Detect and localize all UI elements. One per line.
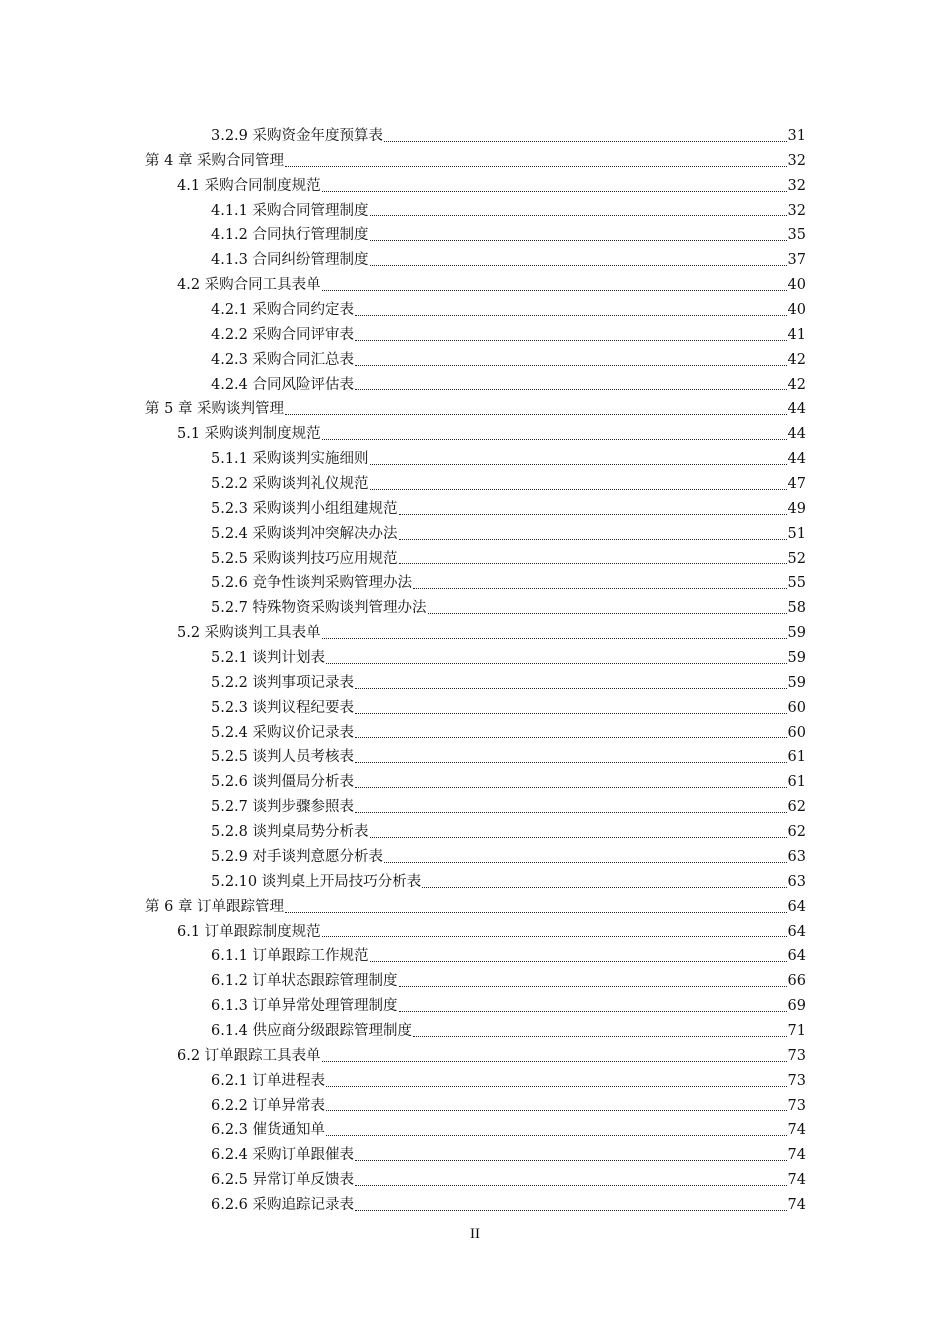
- toc-entry-page: 74: [787, 1172, 806, 1189]
- toc-entry-title[interactable]: 5.2.4 采购议价记录表: [211, 721, 354, 746]
- toc-entry-title[interactable]: 第 5 章 采购谈判管理: [145, 397, 284, 422]
- dot-leader: [370, 464, 787, 465]
- toc-entry-page: 42: [787, 376, 806, 393]
- toc-entry[interactable]: [0, 994, 950, 1019]
- toc-entry[interactable]: [0, 298, 950, 323]
- toc-entry[interactable]: [0, 149, 950, 174]
- toc-entry-page: 64: [787, 898, 806, 915]
- toc-entry-page: 32: [787, 177, 806, 194]
- toc-entry-page: 44: [787, 426, 806, 443]
- toc-entry-page: 62: [787, 799, 806, 816]
- dot-leader: [399, 514, 787, 515]
- toc-entry[interactable]: [0, 323, 950, 348]
- toc-entry-page: 59: [787, 625, 806, 642]
- toc-entry-title[interactable]: 5.2.3 采购谈判小组组建规范: [211, 497, 398, 522]
- dot-leader: [285, 414, 786, 415]
- dot-leader: [355, 1160, 787, 1161]
- toc-entry[interactable]: [0, 596, 950, 621]
- dot-leader: [322, 936, 787, 937]
- toc-entry[interactable]: [0, 199, 950, 224]
- dot-leader: [370, 265, 787, 266]
- dot-leader: [428, 613, 787, 614]
- dot-leader: [422, 887, 786, 888]
- toc-entry[interactable]: [0, 472, 950, 497]
- toc-entry-page: 42: [787, 351, 806, 368]
- dot-leader: [399, 1011, 787, 1012]
- toc-entry-title[interactable]: 6.2.5 异常订单反馈表: [211, 1168, 354, 1193]
- dot-leader: [384, 141, 787, 142]
- toc-entry-title[interactable]: 5.2.6 竞争性谈判采购管理办法: [211, 571, 412, 596]
- dot-leader: [326, 1135, 787, 1136]
- toc-entry-page: 63: [787, 848, 806, 865]
- toc-entry-title[interactable]: 5.2 采购谈判工具表单: [177, 621, 321, 646]
- toc-entry-title[interactable]: 5.2.7 谈判步骤参照表: [211, 795, 354, 820]
- toc-entry[interactable]: [0, 969, 950, 994]
- toc-entry-page: 59: [787, 674, 806, 691]
- toc-entry[interactable]: [0, 223, 950, 248]
- toc-entry-title[interactable]: 5.2.6 谈判僵局分析表: [211, 770, 354, 795]
- toc-entry-title[interactable]: 6.1.4 供应商分级跟踪管理制度: [211, 1019, 412, 1044]
- dot-leader: [370, 215, 787, 216]
- toc-entry[interactable]: [0, 422, 950, 447]
- toc-entry-page: 51: [787, 525, 806, 542]
- dot-leader: [322, 1061, 787, 1062]
- toc-entry-page: 61: [787, 749, 806, 766]
- toc-entry-page: 74: [787, 1196, 806, 1213]
- toc-entry-title[interactable]: 5.1.1 采购谈判实施细则: [211, 447, 369, 472]
- toc-entry-title[interactable]: 5.2.7 特殊物资采购谈判管理办法: [211, 596, 427, 621]
- toc-entry-title[interactable]: 4.2.4 合同风险评估表: [211, 373, 354, 398]
- toc-entry[interactable]: [0, 646, 950, 671]
- dot-leader: [399, 563, 787, 564]
- dot-leader: [355, 812, 787, 813]
- toc-entry-title[interactable]: 4.1.1 采购合同管理制度: [211, 199, 369, 224]
- toc-entry[interactable]: [0, 944, 950, 969]
- dot-leader: [285, 166, 786, 167]
- toc-entry[interactable]: [0, 174, 950, 199]
- toc-entry[interactable]: [0, 745, 950, 770]
- toc-entry-title[interactable]: 6.2.4 采购订单跟催表: [211, 1143, 354, 1168]
- toc-entry[interactable]: [0, 895, 950, 920]
- dot-leader: [355, 737, 787, 738]
- toc-entry-title[interactable]: 5.2.1 谈判计划表: [211, 646, 325, 671]
- dot-leader: [413, 588, 787, 589]
- dot-leader: [322, 638, 787, 639]
- toc-entry-page: 55: [787, 575, 806, 592]
- toc-entry-page: 62: [787, 824, 806, 841]
- toc-entry-page: 73: [787, 1072, 806, 1089]
- toc-entry-title[interactable]: 3.2.9 采购资金年度预算表: [211, 124, 383, 149]
- toc-entry-title[interactable]: 5.2.4 采购谈判冲突解决办法: [211, 522, 398, 547]
- dot-leader: [322, 290, 787, 291]
- dot-leader: [322, 191, 787, 192]
- toc-entry-title[interactable]: 4.2.3 采购合同汇总表: [211, 348, 354, 373]
- toc-entry[interactable]: [0, 671, 950, 696]
- toc-entry-title[interactable]: 6.2.3 催货通知单: [211, 1118, 325, 1143]
- toc-entry[interactable]: [0, 547, 950, 572]
- toc-entry[interactable]: [0, 571, 950, 596]
- toc-entry-title[interactable]: 4.1 采购合同制度规范: [177, 174, 321, 199]
- toc-entry-page: 32: [787, 202, 806, 219]
- dot-leader: [355, 713, 787, 714]
- toc-entry-page: 41: [787, 326, 806, 343]
- toc-entry-title[interactable]: 第 6 章 订单跟踪管理: [145, 895, 284, 920]
- dot-leader: [355, 688, 787, 689]
- toc-entry-page: 40: [787, 277, 806, 294]
- dot-leader: [322, 439, 787, 440]
- toc-entry-page: 64: [787, 923, 806, 940]
- toc-entry-title[interactable]: 5.2.2 采购谈判礼仪规范: [211, 472, 369, 497]
- toc-entry-title[interactable]: 5.2.5 采购谈判技巧应用规范: [211, 547, 398, 572]
- toc-entry-page: 37: [787, 252, 806, 269]
- toc-entry[interactable]: [0, 845, 950, 870]
- toc-entry[interactable]: [0, 1168, 950, 1193]
- toc-entry[interactable]: [0, 1069, 950, 1094]
- toc-entry-page: 31: [787, 128, 806, 144]
- toc-entry[interactable]: [0, 820, 950, 845]
- dot-leader: [370, 837, 787, 838]
- toc-entry-title[interactable]: 4.1.3 合同纠纷管理制度: [211, 248, 369, 273]
- toc-entry-title[interactable]: 5.2.5 谈判人员考核表: [211, 745, 354, 770]
- toc-entry[interactable]: [0, 1193, 950, 1218]
- dot-leader: [285, 912, 786, 913]
- toc-entry[interactable]: [0, 522, 950, 547]
- dot-leader: [413, 1036, 787, 1037]
- table-of-contents: [0, 124, 950, 1218]
- toc-entry[interactable]: [0, 1044, 950, 1069]
- page-number: II: [470, 1226, 480, 1242]
- toc-entry[interactable]: [0, 348, 950, 373]
- toc-entry-page: 40: [787, 302, 806, 319]
- toc-entry-page: 49: [787, 500, 806, 517]
- toc-entry-page: 71: [787, 1022, 806, 1039]
- toc-entry[interactable]: [0, 1019, 950, 1044]
- dot-leader: [355, 365, 787, 366]
- toc-entry-page: 47: [787, 476, 806, 493]
- toc-entry-title[interactable]: 4.1.2 合同执行管理制度: [211, 223, 369, 248]
- toc-entry-title[interactable]: 4.2 采购合同工具表单: [177, 273, 321, 298]
- toc-entry-page: 74: [787, 1122, 806, 1139]
- toc-entry-page: 63: [787, 873, 806, 890]
- toc-entry-page: 73: [787, 1047, 806, 1064]
- dot-leader: [370, 961, 787, 962]
- toc-entry[interactable]: [0, 497, 950, 522]
- toc-entry-title[interactable]: 5.2.8 谈判桌局势分析表: [211, 820, 369, 845]
- toc-entry-title[interactable]: 6.1.2 订单状态跟踪管理制度: [211, 969, 398, 994]
- toc-entry-page: 59: [787, 650, 806, 667]
- toc-entry-title[interactable]: 5.2.10 谈判桌上开局技巧分析表: [211, 870, 421, 895]
- toc-entry[interactable]: [0, 770, 950, 795]
- toc-entry[interactable]: [0, 1118, 950, 1143]
- toc-entry[interactable]: [0, 1094, 950, 1119]
- toc-entry-title[interactable]: 6.2.6 采购追踪记录表: [211, 1193, 354, 1218]
- toc-entry-page: 69: [787, 998, 806, 1015]
- toc-entry-page: 61: [787, 774, 806, 791]
- toc-entry[interactable]: [0, 920, 950, 945]
- dot-leader: [326, 663, 787, 664]
- toc-entry-title[interactable]: 6.1.1 订单跟踪工作规范: [211, 944, 369, 969]
- toc-entry-page: 35: [787, 227, 806, 244]
- toc-entry-page: 66: [787, 973, 806, 990]
- dot-leader: [355, 315, 787, 316]
- dot-leader: [355, 1185, 787, 1186]
- toc-entry-title[interactable]: 5.1 采购谈判制度规范: [177, 422, 321, 447]
- dot-leader: [326, 1110, 787, 1111]
- toc-entry-title[interactable]: 5.2.9 对手谈判意愿分析表: [211, 845, 383, 870]
- toc-entry[interactable]: [0, 248, 950, 273]
- toc-entry[interactable]: [0, 795, 950, 820]
- toc-entry-title[interactable]: 第 4 章 采购合同管理: [145, 149, 284, 174]
- toc-entry-title[interactable]: 5.2.2 谈判事项记录表: [211, 671, 354, 696]
- toc-entry-title[interactable]: 6.1 订单跟踪制度规范: [177, 920, 321, 945]
- toc-entry-page: 52: [787, 550, 806, 567]
- toc-entry[interactable]: [0, 621, 950, 646]
- dot-leader: [370, 489, 787, 490]
- toc-entry[interactable]: [0, 870, 950, 895]
- toc-entry-title[interactable]: 6.1.3 订单异常处理管理制度: [211, 994, 398, 1019]
- toc-entry[interactable]: [0, 373, 950, 398]
- toc-entry-page: 44: [787, 451, 806, 468]
- toc-entry-page: 58: [787, 600, 806, 617]
- dot-leader: [326, 1086, 787, 1087]
- toc-entry[interactable]: [0, 721, 950, 746]
- toc-entry-title[interactable]: 6.2.2 订单异常表: [211, 1094, 325, 1119]
- dot-leader: [355, 787, 787, 788]
- dot-leader: [399, 539, 787, 540]
- toc-entry-page: 64: [787, 948, 806, 965]
- toc-entry[interactable]: [0, 124, 950, 149]
- toc-entry-page: 44: [787, 401, 806, 418]
- dot-leader: [370, 240, 787, 241]
- toc-entry-page: 60: [787, 699, 806, 716]
- dot-leader: [355, 762, 787, 763]
- toc-entry-page: 32: [787, 152, 806, 169]
- toc-entry-title[interactable]: 4.2.2 采购合同评审表: [211, 323, 354, 348]
- toc-entry-title[interactable]: 6.2.1 订单进程表: [211, 1069, 325, 1094]
- toc-entry[interactable]: [0, 273, 950, 298]
- toc-entry-title[interactable]: 5.2.3 谈判议程纪要表: [211, 696, 354, 721]
- toc-entry-title[interactable]: 6.2 订单跟踪工具表单: [177, 1044, 321, 1069]
- dot-leader: [355, 389, 787, 390]
- toc-entry[interactable]: [0, 447, 950, 472]
- toc-entry[interactable]: [0, 1143, 950, 1168]
- dot-leader: [399, 986, 787, 987]
- toc-entry-page: 60: [787, 724, 806, 741]
- dot-leader: [384, 862, 787, 863]
- toc-entry-page: 74: [787, 1147, 806, 1164]
- dot-leader: [355, 1210, 787, 1211]
- toc-entry-title[interactable]: 4.2.1 采购合同约定表: [211, 298, 354, 323]
- toc-entry-page: 73: [787, 1097, 806, 1114]
- dot-leader: [355, 340, 787, 341]
- toc-entry[interactable]: [0, 696, 950, 721]
- toc-entry[interactable]: [0, 397, 950, 422]
